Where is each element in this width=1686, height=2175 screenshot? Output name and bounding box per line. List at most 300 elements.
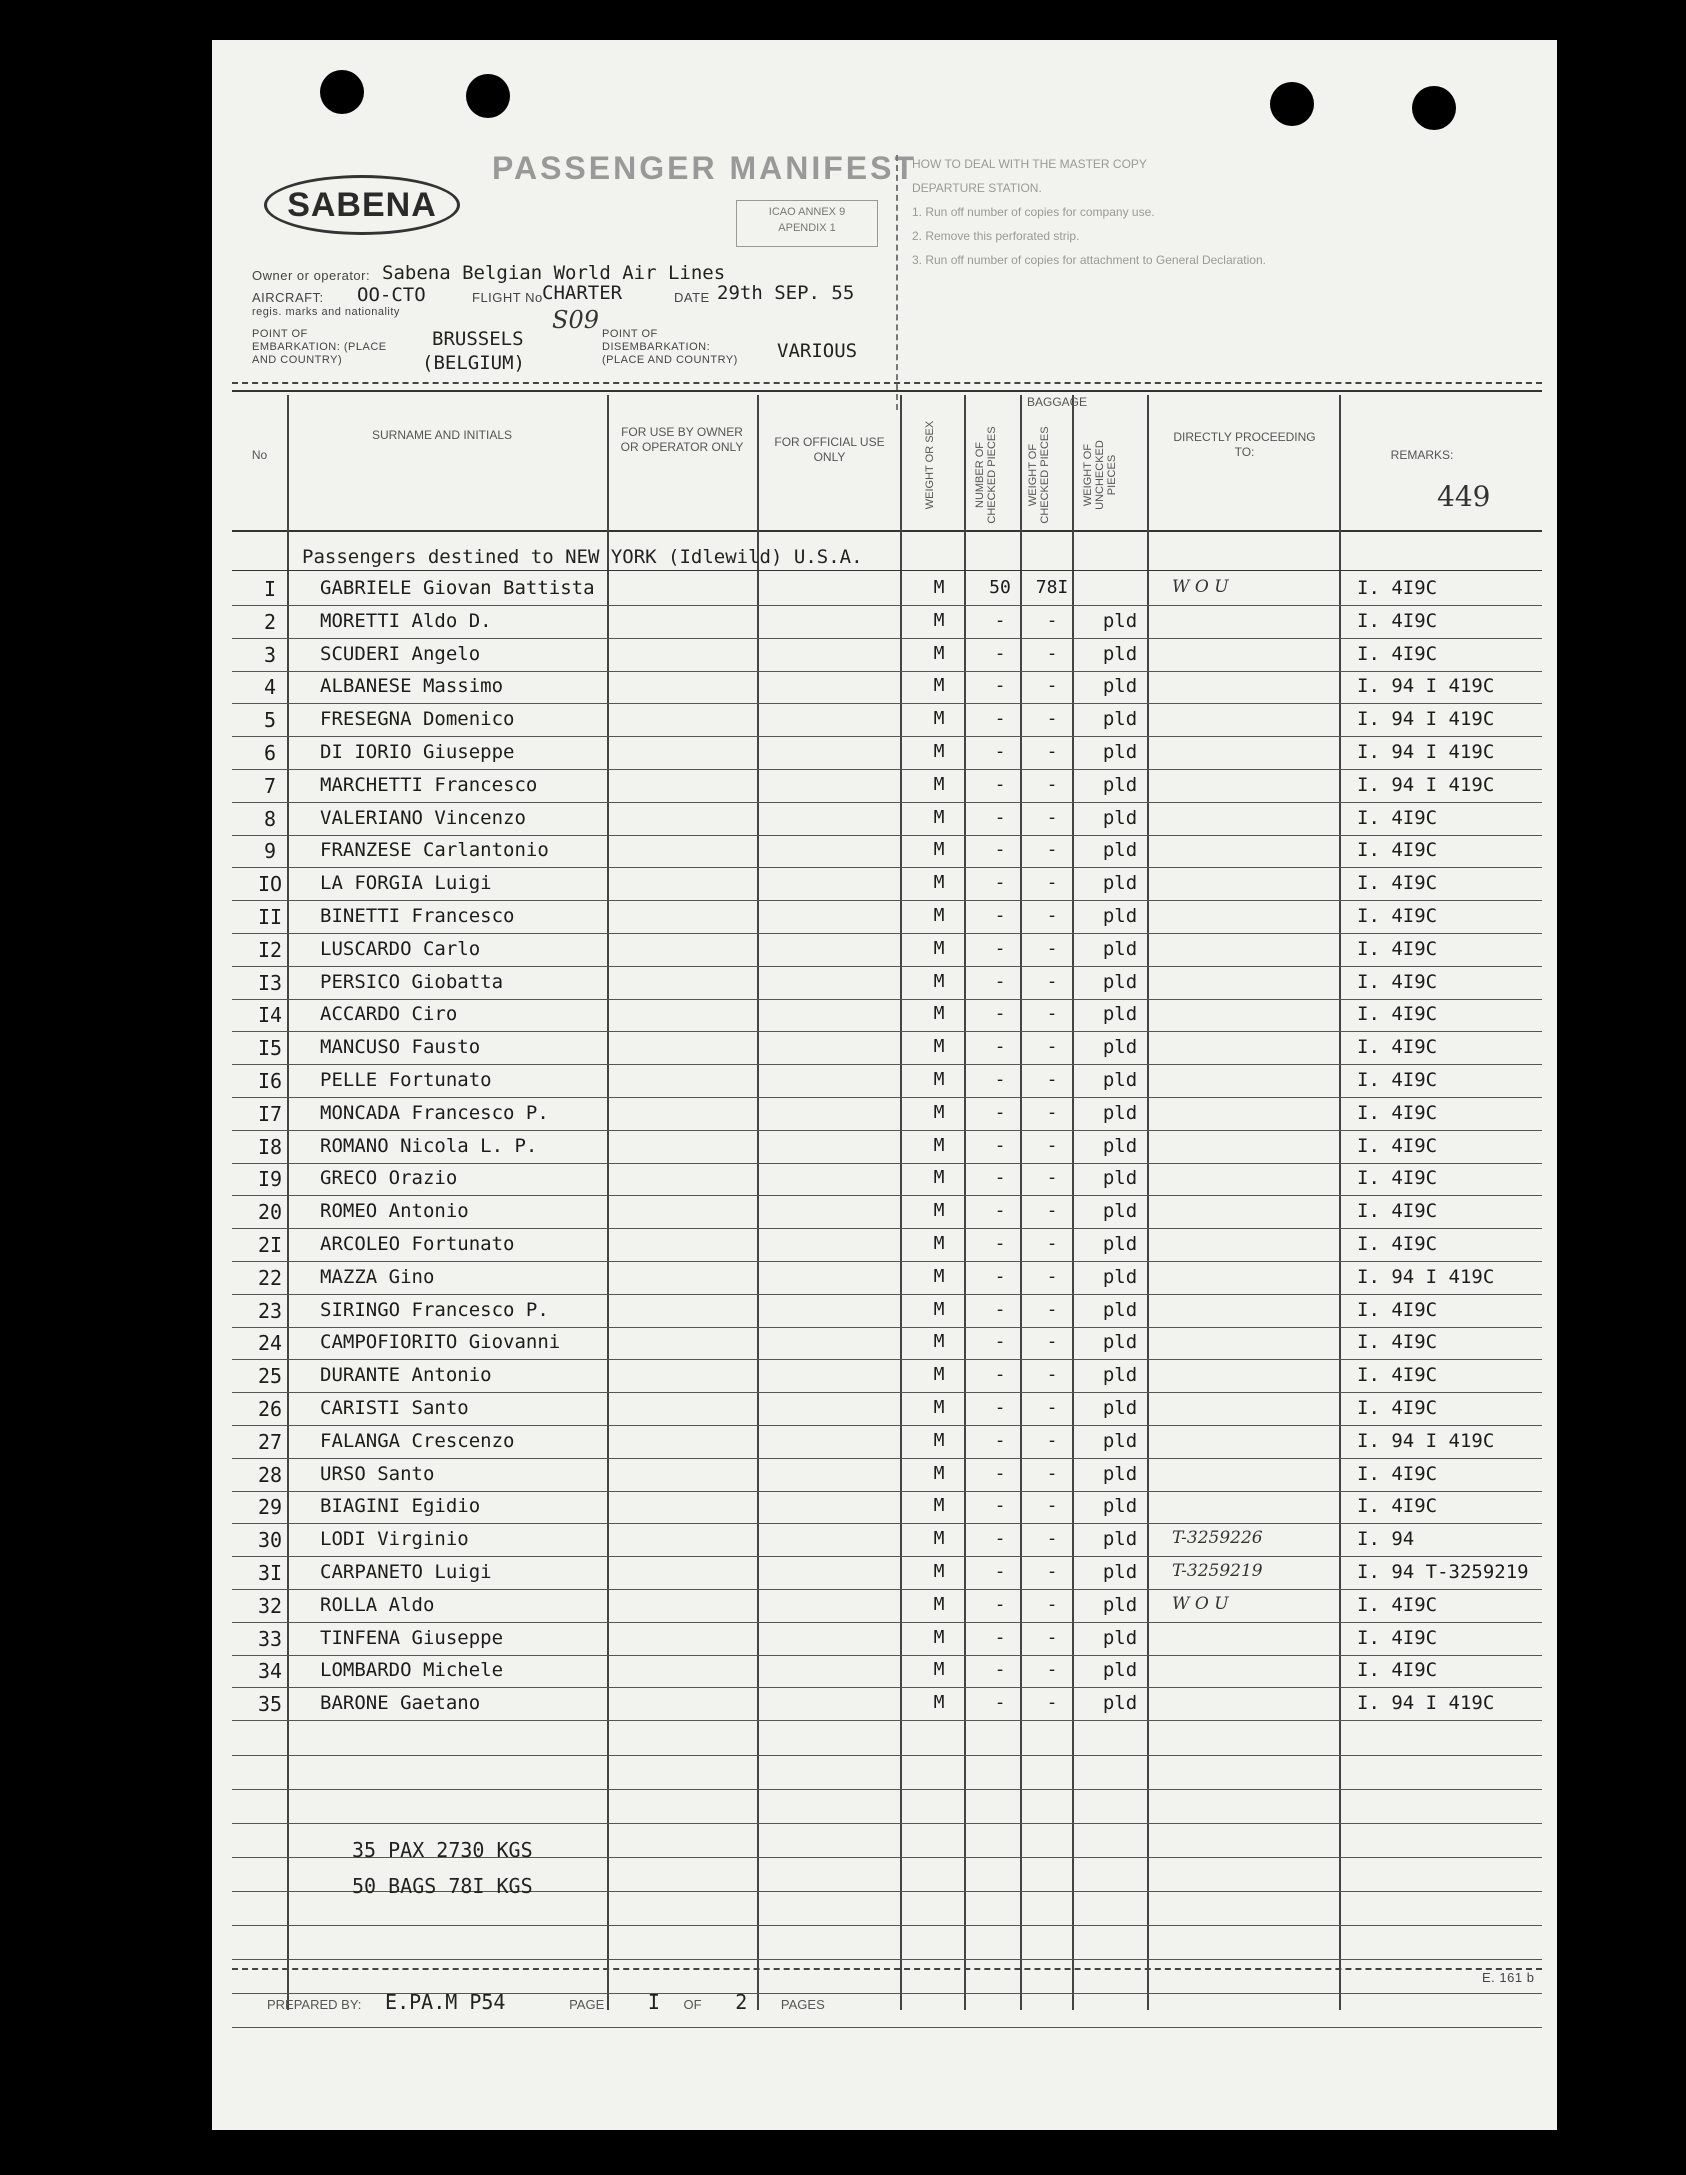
passenger-sex: M	[933, 577, 945, 598]
passenger-name: LA FORGIA Luigi	[320, 872, 492, 895]
blank-row-rule	[232, 2027, 1542, 2028]
row-number: I9	[257, 1167, 283, 1192]
remarks: I. 4I9C	[1357, 872, 1438, 895]
row-number: 33	[257, 1626, 283, 1651]
row-number: 4	[263, 675, 277, 700]
icao-box	[736, 200, 878, 247]
checked-weight: -	[1046, 1397, 1058, 1418]
remarks: I. 4I9C	[1357, 905, 1438, 927]
checked-weight: -	[1046, 872, 1058, 894]
passenger-sex: M	[933, 806, 945, 828]
col-owner-use: FOR USE BY OWNER OR OPERATOR ONLY	[620, 425, 744, 454]
disembark-label: POINT OF DISEMBARKATION: (PLACE AND COUNTRY)	[602, 328, 738, 366]
flight-hand: S09	[552, 306, 599, 334]
col-surname: SURNAME AND INITIALS	[371, 428, 513, 442]
unchecked-weight: pld	[1102, 1659, 1138, 1682]
table-row	[212, 1327, 1557, 1360]
table-row	[212, 1426, 1557, 1459]
row-number: I3	[257, 970, 283, 995]
col-wt-unchecked: WEIGHT OF UNCHECKED PIECES	[1082, 440, 1118, 510]
table-row	[212, 1655, 1557, 1688]
table-row	[212, 999, 1557, 1032]
checked-weight: -	[1046, 937, 1058, 959]
checked-pieces: -	[994, 1429, 1006, 1451]
table-row	[212, 1196, 1557, 1229]
passenger-sex: M	[933, 1593, 945, 1615]
checked-weight: -	[1046, 970, 1058, 992]
unchecked-weight: pld	[1102, 1692, 1138, 1715]
of-label: OF	[683, 1997, 702, 2012]
passenger-name: MARCHETTI Francesco	[320, 773, 538, 796]
checked-weight: -	[1046, 1331, 1058, 1353]
table-row	[212, 1098, 1557, 1131]
table-row	[212, 1163, 1557, 1196]
remarks: I. 4I9C	[1357, 1101, 1438, 1124]
pages-label: PAGES	[780, 1997, 825, 2012]
passenger-sex: M	[933, 1692, 945, 1714]
row-number: 29	[257, 1495, 283, 1520]
checked-pieces: -	[994, 1659, 1006, 1681]
aircraft-value: OO-CTO	[357, 284, 426, 306]
row-number: 28	[257, 1462, 283, 1487]
checked-weight: -	[1046, 1298, 1058, 1320]
passenger-sex: M	[933, 1036, 945, 1058]
row-number: 3	[263, 642, 277, 667]
passenger-sex: M	[933, 773, 945, 795]
passenger-sex: M	[933, 1561, 945, 1582]
table-row	[212, 639, 1557, 672]
checked-pieces: -	[994, 1528, 1006, 1550]
remarks: I. 4I9C	[1357, 1233, 1438, 1255]
passenger-name: GRECO Orazio	[320, 1167, 458, 1190]
checked-pieces: -	[994, 1692, 1006, 1714]
totals-bags: 50 BAGS 78I KGS	[352, 1874, 533, 1898]
passenger-sex: M	[933, 741, 945, 762]
unchecked-weight: pld	[1102, 970, 1138, 993]
passenger-name: URSO Santo	[320, 1462, 435, 1485]
prepared-value: E.PA.M P54	[385, 1990, 506, 2014]
checked-weight: -	[1046, 741, 1058, 762]
passenger-name: SCUDERI Angelo	[320, 642, 481, 665]
embark-value: BRUSSELS	[432, 328, 524, 350]
col-no: No	[251, 448, 268, 462]
checked-pieces: -	[994, 642, 1006, 664]
unchecked-weight: pld	[1102, 609, 1138, 632]
table-row	[212, 1524, 1557, 1557]
checked-weight: -	[1046, 1167, 1058, 1189]
remarks: I. 4I9C	[1357, 1069, 1438, 1091]
table-head-rule	[232, 530, 1542, 532]
remarks: I. 4I9C	[1357, 1593, 1438, 1616]
checked-weight: -	[1046, 1364, 1058, 1386]
unchecked-weight: pld	[1102, 1462, 1138, 1485]
punch-hole	[1412, 86, 1456, 130]
table-row	[212, 573, 1557, 606]
checked-weight: -	[1046, 609, 1058, 631]
unchecked-weight: pld	[1102, 1561, 1138, 1583]
row-number: 24	[257, 1331, 283, 1356]
checked-weight: -	[1046, 773, 1058, 795]
table-row	[212, 704, 1557, 737]
row-number: 35	[257, 1692, 283, 1717]
checked-pieces: -	[994, 1462, 1006, 1484]
table-top-rule	[232, 390, 1542, 392]
table-row	[212, 1491, 1557, 1524]
passenger-name: CARPANETO Luigi	[320, 1561, 492, 1583]
passenger-name: ALBANESE Massimo	[320, 675, 504, 698]
passenger-sex: M	[933, 839, 945, 861]
passenger-sex: M	[933, 1659, 945, 1681]
embark-label: POINT OF EMBARKATION: (PLACE AND COUNTRY)	[252, 328, 387, 366]
passenger-name: BINETTI Francesco	[320, 905, 515, 927]
passenger-name: DURANTE Antonio	[320, 1364, 492, 1387]
passenger-name: GABRIELE Giovan Battista	[320, 577, 595, 599]
unchecked-weight: pld	[1102, 1528, 1138, 1551]
sabena-logo: SABENA	[264, 175, 460, 235]
table-row	[212, 606, 1557, 639]
passenger-name: TINFENA Giuseppe	[320, 1626, 504, 1649]
passenger-name: ROLLA Aldo	[320, 1593, 435, 1616]
passenger-sex: M	[933, 1331, 945, 1353]
instruction-line: 1. Run off number of copies for company use.	[912, 205, 1155, 219]
punch-hole	[466, 74, 510, 118]
page-value: I	[647, 1990, 660, 2014]
passenger-name: FRESEGNA Domenico	[320, 708, 515, 731]
checked-pieces: 50	[989, 577, 1011, 598]
row-number: 26	[257, 1397, 283, 1421]
checked-pieces: -	[994, 905, 1006, 926]
directly-proceeding: T-3259226	[1172, 1528, 1263, 1549]
col-directly: DIRECTLY PROCEEDING TO:	[1173, 430, 1316, 459]
remarks: I. 4I9C	[1357, 937, 1438, 960]
blank-row-rule	[232, 1959, 1542, 1960]
col-num-checked: NUMBER OF CHECKED PIECES	[974, 426, 998, 524]
remarks: I. 4I9C	[1357, 1003, 1438, 1026]
table-row	[212, 1262, 1557, 1295]
col-official-use: FOR OFFICIAL USE ONLY	[774, 435, 885, 464]
checked-pieces: -	[994, 806, 1006, 828]
manifest-title: PASSENGER MANIFEST	[492, 150, 917, 186]
table-row	[212, 835, 1557, 868]
col-weight-sex: WEIGHT OR SEX	[924, 420, 936, 510]
remarks: I. 4I9C	[1357, 1036, 1438, 1059]
table-row	[212, 737, 1557, 770]
checked-weight: -	[1046, 642, 1058, 664]
icao-label: ICAO ANNEX 9	[768, 206, 846, 218]
instructions-station: DEPARTURE STATION.	[912, 181, 1042, 195]
totals-pax: 35 PAX 2730 KGS	[352, 1838, 533, 1862]
passenger-name: FALANGA Crescenzo	[320, 1429, 515, 1452]
checked-weight: -	[1046, 1528, 1058, 1550]
remarks: I. 94 I 419C	[1357, 675, 1495, 698]
passenger-sex: M	[933, 905, 945, 926]
passenger-name: ROMEO Antonio	[320, 1200, 469, 1223]
directly-proceeding: T-3259219	[1172, 1561, 1263, 1581]
col-remarks: REMARKS:	[1390, 448, 1454, 462]
row-number: 8	[263, 806, 277, 831]
passenger-name: LUSCARDO Carlo	[320, 937, 481, 960]
passenger-sex: M	[933, 1364, 945, 1386]
passenger-sex: M	[933, 1134, 945, 1156]
checked-pieces: -	[994, 1036, 1006, 1058]
checked-pieces: -	[994, 1397, 1006, 1418]
col-baggage: BAGGAGE	[1026, 395, 1088, 409]
row-number: 2I	[257, 1233, 283, 1257]
passenger-name: ARCOLEO Fortunato	[320, 1233, 515, 1255]
unchecked-weight: pld	[1102, 1200, 1138, 1223]
prepared-label: PREPARED BY:	[267, 1997, 362, 2012]
table-row	[212, 868, 1557, 901]
unchecked-weight: pld	[1102, 1298, 1138, 1321]
blank-row-rule	[232, 1925, 1542, 1926]
unchecked-weight: pld	[1102, 1364, 1138, 1387]
table-row	[212, 1360, 1557, 1393]
checked-pieces: -	[994, 1364, 1006, 1386]
table-row	[212, 803, 1557, 836]
unchecked-weight: pld	[1102, 1003, 1138, 1026]
row-number: I6	[257, 1069, 283, 1093]
table-row	[212, 1229, 1557, 1262]
checked-weight: -	[1046, 1593, 1058, 1615]
destination-line: Passengers destined to NEW YORK (Idlewild) U.S.A.	[302, 546, 863, 568]
checked-pieces: -	[994, 1167, 1006, 1189]
passenger-sex: M	[933, 1200, 945, 1222]
checked-pieces: -	[994, 1069, 1006, 1090]
row-number: 25	[257, 1364, 283, 1389]
checked-pieces: -	[994, 1265, 1006, 1287]
unchecked-weight: pld	[1102, 872, 1138, 895]
row-number: 5	[263, 708, 277, 733]
passenger-name: LODI Virginio	[320, 1528, 469, 1551]
passenger-sex: M	[933, 609, 945, 631]
checked-weight: -	[1046, 1101, 1058, 1123]
checked-weight: -	[1046, 1069, 1058, 1090]
directly-proceeding: W O U	[1172, 1593, 1229, 1614]
checked-weight: -	[1046, 1134, 1058, 1156]
row-number: I8	[257, 1134, 283, 1159]
unchecked-weight: pld	[1102, 1429, 1138, 1452]
checked-pieces: -	[994, 1593, 1006, 1615]
passenger-sex: M	[933, 1069, 945, 1090]
table-row	[212, 901, 1557, 934]
disembark-value: VARIOUS	[777, 340, 858, 362]
unchecked-weight: pld	[1102, 1626, 1138, 1649]
checked-weight: -	[1046, 839, 1058, 861]
remarks: I. 4I9C	[1357, 609, 1438, 632]
checked-pieces: -	[994, 1298, 1006, 1320]
row-number: 2	[263, 609, 277, 634]
row-number: 7	[263, 773, 277, 798]
table-row	[212, 1459, 1557, 1492]
row-number: I2	[257, 937, 283, 962]
remarks: I. 4I9C	[1357, 970, 1438, 993]
unchecked-weight: pld	[1102, 1134, 1138, 1157]
page-label: PAGE	[569, 1997, 605, 2012]
remarks: I. 4I9C	[1357, 1331, 1438, 1354]
table-row	[212, 1295, 1557, 1328]
embark-country: (BELGIUM)	[422, 352, 525, 374]
unchecked-weight: pld	[1102, 806, 1138, 829]
passenger-sex: M	[933, 1003, 945, 1025]
row-number: 3I	[257, 1561, 283, 1585]
passenger-name: MONCADA Francesco P.	[320, 1101, 549, 1124]
passenger-name: CAMPOFIORITO Giovanni	[320, 1331, 561, 1354]
owner-label: Owner or operator:	[252, 268, 371, 283]
remarks: I. 4I9C	[1357, 1134, 1438, 1157]
checked-weight: -	[1046, 1233, 1058, 1254]
passenger-sex: M	[933, 1397, 945, 1418]
date-value: 29th SEP. 55	[717, 282, 855, 304]
remarks: I. 94 I 419C	[1357, 773, 1495, 796]
passenger-name: CARISTI Santo	[320, 1397, 469, 1419]
header-separator	[232, 382, 1542, 384]
remarks: I. 94 I 419C	[1357, 1265, 1495, 1288]
passenger-name: LOMBARDO Michele	[320, 1659, 504, 1682]
blank-row-rule	[232, 1789, 1542, 1790]
remarks: I. 4I9C	[1357, 1167, 1438, 1190]
checked-pieces: -	[994, 1134, 1006, 1156]
unchecked-weight: pld	[1102, 642, 1138, 665]
checked-pieces: -	[994, 1101, 1006, 1123]
remarks: I. 4I9C	[1357, 1397, 1438, 1419]
remarks: I. 94 I 419C	[1357, 708, 1495, 731]
passenger-name: MANCUSO Fausto	[320, 1036, 481, 1059]
aircraft-label: AIRCRAFT:	[252, 290, 324, 305]
checked-pieces: -	[994, 1626, 1006, 1648]
checked-pieces: -	[994, 675, 1006, 697]
remarks: I. 4I9C	[1357, 1364, 1438, 1387]
table-row	[212, 1557, 1557, 1590]
passenger-sex: M	[933, 642, 945, 664]
passenger-sex: M	[933, 708, 945, 730]
page-number-hand: 449	[1437, 480, 1491, 513]
row-number: 27	[257, 1429, 283, 1454]
perforation-line	[896, 155, 898, 410]
passenger-sex: M	[933, 970, 945, 992]
unchecked-weight: pld	[1102, 741, 1138, 763]
unchecked-weight: pld	[1102, 708, 1138, 731]
checked-weight: -	[1046, 1003, 1058, 1025]
passenger-sex: M	[933, 1298, 945, 1320]
remarks: I. 94	[1357, 1528, 1415, 1551]
row-number: I	[263, 577, 277, 601]
unchecked-weight: pld	[1102, 905, 1138, 927]
row-number: 34	[257, 1659, 283, 1684]
checked-pieces: -	[994, 970, 1006, 992]
passenger-name: MORETTI Aldo D.	[320, 609, 492, 632]
passenger-sex: M	[933, 1233, 945, 1254]
remarks: I. 94 I 419C	[1357, 1692, 1495, 1715]
passenger-sex: M	[933, 1429, 945, 1451]
passenger-sex: M	[933, 937, 945, 959]
instruction-line: 2. Remove this perforated strip.	[912, 229, 1080, 243]
row-number: I7	[257, 1101, 283, 1126]
unchecked-weight: pld	[1102, 1331, 1138, 1354]
unchecked-weight: pld	[1102, 839, 1138, 862]
icao-sub: APENDIX 1	[778, 222, 836, 234]
remarks: I. 4I9C	[1357, 1298, 1438, 1321]
checked-pieces: -	[994, 1003, 1006, 1025]
table-row	[212, 967, 1557, 1000]
passenger-sex: M	[933, 675, 945, 697]
col-wt-checked: WEIGHT OF CHECKED PIECES	[1027, 426, 1051, 524]
checked-pieces: -	[994, 741, 1006, 762]
passenger-name: SIRINGO Francesco P.	[320, 1298, 549, 1321]
instruction-line: 3. Run off number of copies for attachment to General Declaration.	[912, 253, 1266, 267]
row-rule	[232, 1720, 1542, 1721]
aircraft-sub: regis. marks and nationality	[252, 306, 400, 318]
checked-pieces: -	[994, 872, 1006, 894]
checked-pieces: -	[994, 937, 1006, 959]
row-number: 9	[263, 839, 277, 864]
remarks: I. 4I9C	[1357, 642, 1438, 665]
remarks: I. 4I9C	[1357, 577, 1438, 599]
row-number: 6	[263, 741, 277, 765]
table-row	[212, 1688, 1557, 1721]
row-number: 20	[257, 1200, 283, 1225]
checked-pieces: -	[994, 1200, 1006, 1222]
checked-pieces: -	[994, 1331, 1006, 1353]
footer-separator	[232, 1968, 1542, 1970]
unchecked-weight: pld	[1102, 773, 1138, 796]
owner-value: Sabena Belgian World Air Lines	[382, 262, 726, 284]
checked-weight: -	[1046, 1659, 1058, 1681]
passenger-name: BIAGINI Egidio	[320, 1495, 481, 1518]
row-number: IO	[257, 872, 283, 897]
table-row	[212, 770, 1557, 803]
checked-weight: -	[1046, 1036, 1058, 1058]
unchecked-weight: pld	[1102, 1069, 1138, 1091]
instructions-block	[912, 152, 1266, 272]
instructions-title: HOW TO DEAL WITH THE MASTER COPY	[912, 157, 1147, 171]
table-row	[212, 1393, 1557, 1426]
table-row	[212, 934, 1557, 967]
checked-pieces: -	[994, 839, 1006, 861]
blank-row-rule	[232, 1755, 1542, 1756]
checked-weight: -	[1046, 1561, 1058, 1582]
row-number: 32	[257, 1593, 283, 1618]
passenger-name: VALERIANO Vincenzo	[320, 806, 526, 829]
remarks: I. 4I9C	[1357, 806, 1438, 829]
checked-weight: -	[1046, 1495, 1058, 1517]
checked-pieces: -	[994, 1495, 1006, 1517]
form-code: E. 161 b	[1482, 1970, 1535, 1985]
directly-proceeding: W O U	[1172, 577, 1229, 597]
passenger-name: ROMANO Nicola L. P.	[320, 1134, 538, 1157]
checked-pieces: -	[994, 708, 1006, 730]
checked-weight: -	[1046, 675, 1058, 697]
table-row	[212, 1590, 1557, 1623]
remarks: I. 94 I 419C	[1357, 1429, 1495, 1452]
passenger-name: ACCARDO Ciro	[320, 1003, 458, 1026]
flight-label: FLIGHT No	[472, 290, 543, 305]
checked-weight: -	[1046, 708, 1058, 730]
remarks: I. 4I9C	[1357, 1659, 1438, 1682]
table-row	[212, 1623, 1557, 1656]
checked-pieces: -	[994, 1561, 1006, 1582]
table-row	[212, 1131, 1557, 1164]
unchecked-weight: pld	[1102, 675, 1138, 698]
passenger-name: PELLE Fortunato	[320, 1069, 492, 1091]
checked-weight: -	[1046, 1200, 1058, 1222]
unchecked-weight: pld	[1102, 1265, 1138, 1288]
checked-weight: -	[1046, 1265, 1058, 1287]
checked-weight: -	[1046, 1429, 1058, 1451]
footer	[267, 1990, 825, 2014]
checked-pieces: -	[994, 609, 1006, 631]
row-number: 23	[257, 1298, 283, 1323]
remarks: I. 4I9C	[1357, 1495, 1438, 1518]
